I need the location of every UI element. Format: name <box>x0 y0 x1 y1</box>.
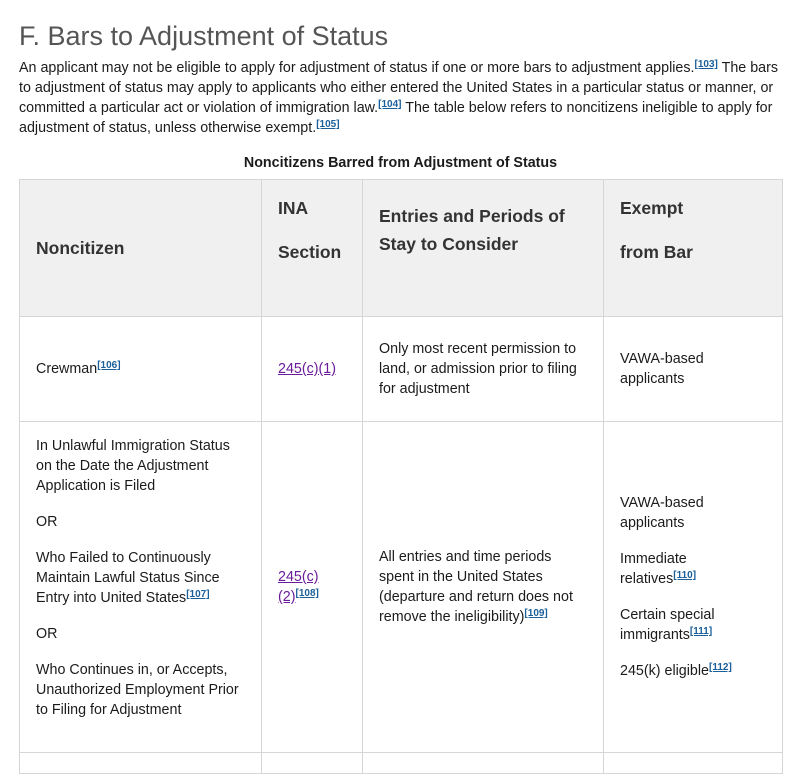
table-row <box>20 422 783 753</box>
footnote-link-111[interactable]: [111] <box>689 626 713 637</box>
header-ina-line2: Section <box>278 242 342 262</box>
footnote-link-108[interactable]: [108] <box>295 588 319 599</box>
cell-exempt <box>604 422 783 753</box>
cell-empty <box>262 753 363 774</box>
footnote-link-107[interactable]: [107] <box>186 589 210 600</box>
section-link-line1: 245(c) <box>278 569 319 585</box>
header-exempt <box>604 180 783 317</box>
or-label: OR <box>36 626 58 642</box>
or-label: OR <box>36 514 58 530</box>
cell-empty <box>363 753 604 774</box>
intro-paragraph <box>19 58 782 138</box>
header-entries: Entries and Periods of Stay to Consider <box>363 180 604 317</box>
cell-entries <box>363 422 604 753</box>
intro-text-2: The bars to adjustment of status may apply to applicants who either entered the United States in a particular status or manner, or committed a particular act or violation of immigration law. <box>19 60 779 116</box>
cell-empty <box>604 753 783 774</box>
footnote-link-104[interactable]: [104] <box>378 99 402 110</box>
footnote-link-110[interactable]: [110] <box>673 570 697 581</box>
noncitizen-text: Crewman <box>36 361 98 377</box>
header-exempt-line1: Exempt <box>620 198 684 218</box>
table-row <box>20 317 783 422</box>
cell-section <box>262 422 363 753</box>
cell-section <box>262 317 363 422</box>
exempt-text-a: VAWA-based applicants <box>620 495 704 531</box>
cell-exempt: VAWA-based applicants <box>604 317 783 422</box>
header-noncitizen: Noncitizen <box>20 180 262 317</box>
exempt-text-d: 245(k) eligible <box>620 663 710 679</box>
section-heading: F. Bars to Adjustment of Status <box>19 21 389 51</box>
footnote-link-109[interactable]: [109] <box>524 608 548 619</box>
table-row <box>20 753 783 774</box>
noncitizen-text-c: Who Continues in, or Accepts, Unauthorized Employment Prior to Filing for Adjustment <box>36 662 239 718</box>
cell-noncitizen <box>20 422 262 753</box>
section-link-line2: (2) <box>278 589 296 605</box>
intro-text-3: The table below refers to noncitizens ineligible to apply for adjustment of status, unless otherwise exempt. <box>19 100 773 136</box>
cell-empty <box>20 753 262 774</box>
table-header-row <box>20 180 783 317</box>
intro-text-1: An applicant may not be eligible to apply for adjustment of status if one or more bars to adjustment applies. <box>19 60 695 76</box>
exempt-text-b: Immediate relatives <box>620 551 687 587</box>
section-link-245c1[interactable]: 245(c)(1) <box>278 361 336 377</box>
cell-noncitizen <box>20 317 262 422</box>
noncitizen-text-a: In Unlawful Immigration Status on the Date the Adjustment Application is Filed <box>36 438 230 494</box>
section-link-245c2[interactable] <box>278 569 319 605</box>
exempt-text-c: Certain special immigrants <box>620 607 715 643</box>
bars-table <box>19 179 783 774</box>
footnote-link-105[interactable]: [105] <box>316 119 340 130</box>
cell-entries: Only most recent permission to land, or admission prior to filing for adjustment <box>363 317 604 422</box>
header-ina-line1: INA <box>278 198 309 218</box>
table-caption: Noncitizens Barred from Adjustment of Status <box>243 155 558 171</box>
footnote-link-103[interactable]: [103] <box>694 59 718 70</box>
noncitizen-text-b: Who Failed to Continuously Maintain Lawful Status Since Entry into United States <box>36 550 220 606</box>
footnote-link-112[interactable]: [112] <box>709 662 732 673</box>
footnote-link-106[interactable]: [106] <box>97 360 121 371</box>
entries-text: All entries and time periods spent in the United States (departure and return does not remove the ineligibility) <box>379 549 573 625</box>
header-ina-section <box>262 180 363 317</box>
header-exempt-line2: from Bar <box>620 242 693 262</box>
